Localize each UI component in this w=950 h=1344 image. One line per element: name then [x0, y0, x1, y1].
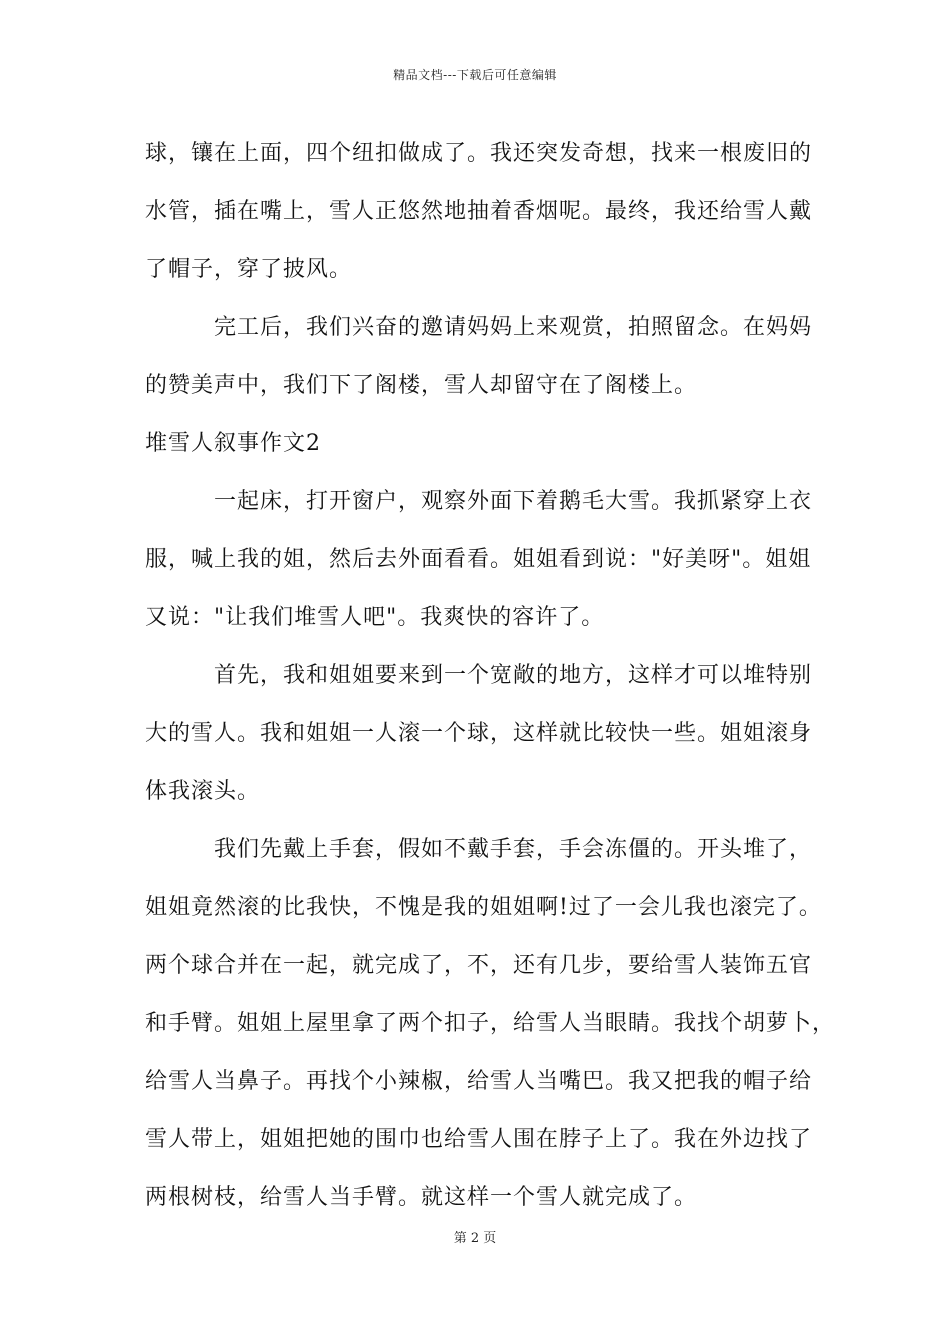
text-line: 两个球合并在一起，就完成了，不，还有几步，要给雪人装饰五官 [145, 953, 813, 978]
text-line: 雪人带上，姐姐把她的围巾也给雪人围在脖子上了。我在外边找了 [145, 1127, 813, 1152]
page-header: 精品文档---下载后可任意编辑 [393, 68, 557, 82]
text-line: 的赞美声中，我们下了阁楼，雪人却留守在了阁楼上。 [145, 373, 698, 398]
paragraph-start-line: 我们先戴上手套，假如不戴手套，手会冻僵的。开头堆了， [214, 837, 813, 862]
text-line: 了帽子，穿了披风。 [145, 257, 353, 282]
text-line: 球，镶在上面，四个纽扣做成了。我还突发奇想，找来一根废旧的 [145, 141, 813, 166]
text-line: 给雪人当鼻子。再找个小辣椒，给雪人当嘴巴。我又把我的帽子给 [145, 1069, 813, 1094]
text-line: 又说："让我们堆雪人吧"。我爽快的容许了。 [145, 605, 605, 630]
paragraph-start-line: 首先，我和姐姐要来到一个宽敞的地方，这样才可以堆特别 [214, 663, 813, 688]
page-number: 第 2 页 [453, 1231, 497, 1246]
paragraph-start-line: 完工后，我们兴奋的邀请妈妈上来观赏，拍照留念。在妈妈 [214, 315, 813, 340]
text-line: 服，喊上我的姐，然后去外面看看。姐姐看到说："好美呀"。姐姐 [145, 547, 812, 572]
section-title: 堆雪人叙事作文2 [145, 431, 321, 456]
text-line: 水管，插在嘴上，雪人正悠然地抽着香烟呢。最终，我还给雪人戴 [145, 199, 813, 224]
paragraph-start-line: 一起床，打开窗户，观察外面下着鹅毛大雪。我抓紧穿上衣 [214, 489, 813, 514]
text-line: 姐姐竟然滚的比我快，不愧是我的姐姐啊!过了一会儿我也滚完了。 [145, 895, 822, 920]
text-line: 两根树枝，给雪人当手臂。就这样一个雪人就完成了。 [145, 1185, 698, 1210]
text-line: 大的雪人。我和姐姐一人滚一个球，这样就比较快一些。姐姐滚身 [145, 721, 813, 746]
text-line: 和手臂。姐姐上屋里拿了两个扣子，给雪人当眼睛。我找个胡萝卜， [145, 1011, 836, 1036]
document-body [145, 125, 836, 1227]
text-line: 体我滚头。 [145, 779, 261, 804]
